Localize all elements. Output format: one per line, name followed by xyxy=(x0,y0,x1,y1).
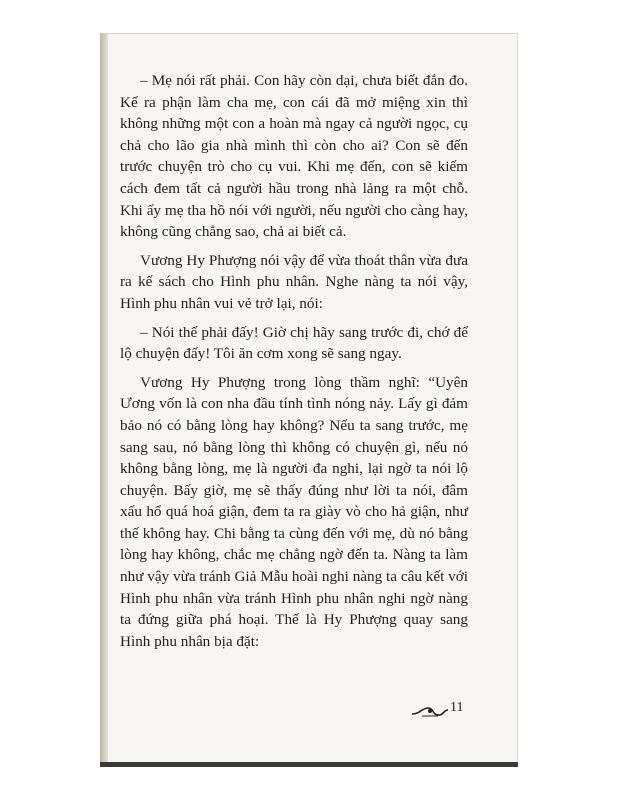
book-spine-edge xyxy=(100,33,108,766)
paragraph-4: Vương Hy Phượng trong lòng thầm nghĩ: “Uyên Ương vốn là con nha đầu tính tình nóng nảy. Lấy gì đảm bảo nó có bằng lòng hay không? Nếu ta sang trước, mẹ sang sau, nó bằng lòng thì không có chuyện gì, nếu nó không bằng lòng, mẹ là người đa nghi, lại ngờ ta nói lộ chuyện. Bấy giờ, mẹ sẽ thấy đúng như lời ta nói, đâm xấu hổ quá hoá giận, đem ta ra giày vò cho hả giận, như thế không hay. Chi bằng ta cùng đến với mẹ, dù nó bằng lòng hay không, chắc mẹ chẳng ngờ đến ta. Nàng ta làm như vậy vừa tránh Giả Mẫu hoài nghi nàng ta câu kết với Hình phu nhân vừa tránh Hình phu nhân nghi ngờ nàng ta đứng giữa phá hoại. Thế là Hy Phượng quay sang Hình phu nhân bịa đặt: xyxy=(120,373,468,650)
page-body-text xyxy=(120,70,468,659)
paragraph-3: – Nói thế phải đấy! Giờ chị hãy sang trước đi, chớ để lộ chuyện đấy! Tôi ăn cơm xong sẽ sang ngay. xyxy=(120,323,468,363)
paragraph-1: – Mẹ nói rất phải. Con hãy còn dại, chưa biết đắn đo. Kể ra phận làm cha mẹ, con cái đã mở miệng xin thì không những một con a hoàn mà ngay cả người ngọc, cụ chả cho lão gia nhà mình thì còn cho ai? Con sẽ đến trước chuyện trò cho cụ vui. Khi mẹ đến, con sẽ kiếm cách đem tất cả người hầu trong nhà lảng ra một chỗ. Khi ấy mẹ tha hồ nói với người, nếu người cho càng hay, không cũng chẳng sao, chả ai biết cả. xyxy=(120,72,468,241)
page-bottom-shadow xyxy=(100,762,518,767)
page-number: 11 xyxy=(450,700,464,715)
footer-ornament-icon xyxy=(408,698,478,722)
paragraph-2: Vương Hy Phượng nói vậy để vừa thoát thân vừa đưa ra kế sách cho Hình phu nhân. Nghe nàng ta nói vậy, Hình phu nhân vui vẻ trở lại, nói: xyxy=(120,251,468,312)
